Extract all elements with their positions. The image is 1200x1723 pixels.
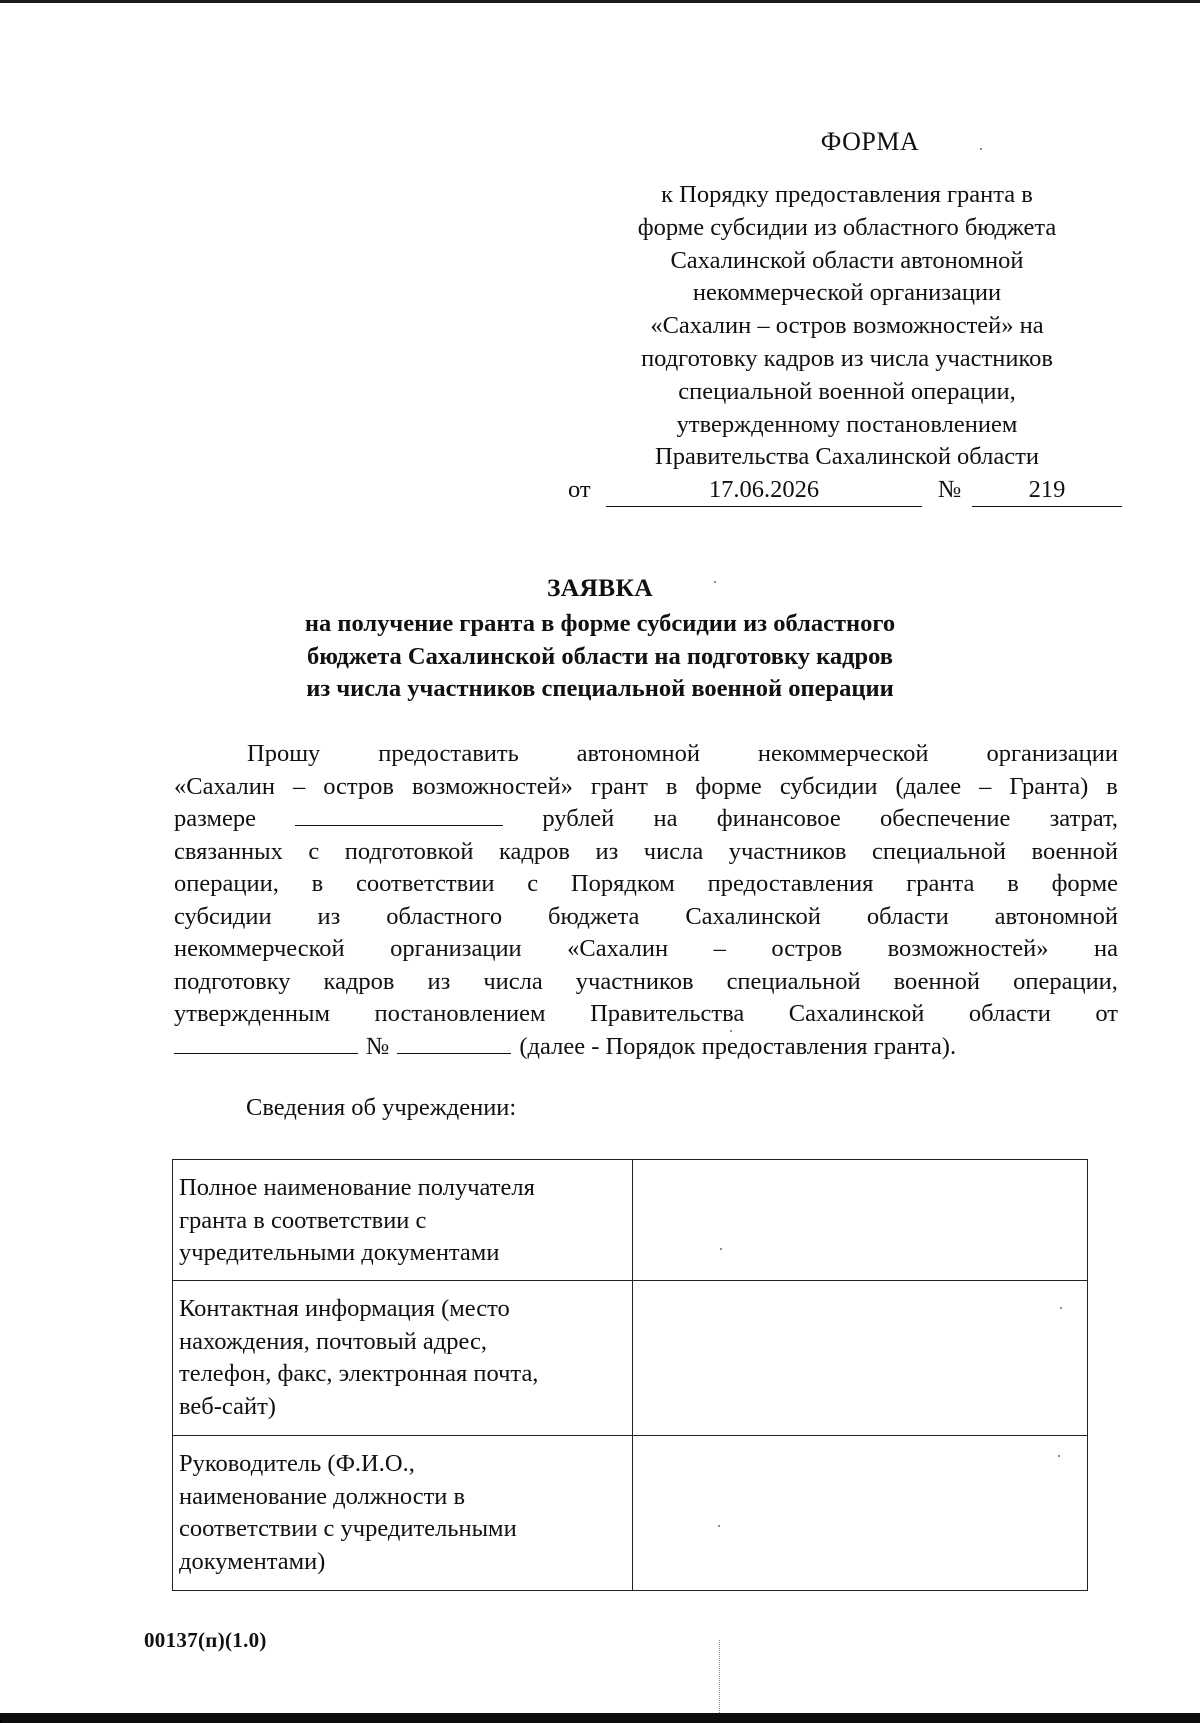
attachment-line: «Сахалин – остров возможностей» на [650, 312, 1044, 340]
paragraph-word: Сахалинской [788, 1000, 925, 1027]
paragraph-end: (далее - Порядок предоставления гранта). [519, 1032, 957, 1060]
attachment-line: некоммерческой организации [692, 279, 1002, 307]
paragraph-word: субсидии [779, 772, 878, 800]
cell-line: гранта в соответствии с [179, 1206, 427, 1234]
application-title: ЗАЯВКА [546, 573, 653, 602]
scan-dot [1058, 1455, 1060, 1457]
paragraph-word: области [968, 1000, 1051, 1027]
scan-bottom-edge [0, 1713, 1200, 1723]
cell-line: документами) [179, 1547, 326, 1575]
paragraph-word: возможностей» [412, 772, 573, 800]
paragraph-word: форме [695, 772, 762, 800]
paragraph-word: – [292, 772, 306, 800]
scan-dot [1060, 1307, 1062, 1309]
paragraph-line [174, 966, 1118, 999]
paragraph-word: кадров [499, 837, 570, 865]
scan-top-edge [0, 0, 1200, 3]
attachment-line: Сахалинской области автономной [670, 246, 1024, 274]
paragraph-word: рублей [542, 805, 615, 832]
attachment-line: специальной военной операции, [678, 377, 1016, 405]
cell-line: веб-сайт) [179, 1392, 276, 1420]
paragraph-word: операции, [174, 870, 279, 897]
director-value-cell[interactable] [632, 1436, 1087, 1591]
paragraph-word: из [317, 902, 341, 930]
paragraph-word: бюджета [548, 902, 640, 930]
paragraph-word: возможностей» [887, 935, 1049, 962]
paragraph-word: гранта [906, 870, 975, 897]
resolution-date: 17.06.2026 [606, 474, 922, 507]
paragraph-word: участников [728, 837, 847, 865]
subtitle-line: на получение гранта в форме субсидии из областного [304, 610, 896, 637]
paragraph-word: связанных [174, 837, 283, 865]
paragraph-word: некоммерческой [174, 935, 345, 962]
institution-info-label: Сведения об учреждении: [246, 1094, 517, 1121]
scan-dotted-line [719, 1640, 720, 1713]
paragraph-word: предоставления [707, 870, 874, 897]
paragraph-word: с [308, 837, 320, 865]
paragraph-line [174, 803, 1118, 836]
paragraph-line [174, 771, 1118, 804]
paragraph-word: размере [174, 805, 256, 832]
paragraph-word: «Сахалин [174, 772, 275, 800]
paragraph-line [174, 738, 1118, 771]
resolution-number: 219 [972, 474, 1122, 507]
paragraph-word: автономной [576, 740, 700, 767]
paragraph-word: операции, [1013, 967, 1118, 995]
paragraph-word: утвержденным [174, 1000, 330, 1027]
paragraph-word: подготовкой [344, 837, 474, 865]
scan-dot [720, 1248, 722, 1250]
paragraph-word: предоставить [378, 740, 519, 767]
paragraph-line [174, 836, 1118, 869]
attachment-line: к Порядку предоставления гранта в [661, 181, 1033, 208]
paragraph-word: автономной [994, 902, 1118, 930]
paragraph-word: числа [643, 837, 704, 865]
scan-dot [714, 581, 716, 583]
from-label: от [568, 476, 591, 503]
paragraph-word: – [979, 772, 992, 800]
cell-line: учредительными документами [179, 1239, 500, 1266]
paragraph-line [174, 868, 1118, 901]
paragraph-word: соответствии [356, 870, 495, 897]
resolution-date-number-row [568, 474, 1120, 510]
paragraph-word: остров [323, 772, 394, 800]
order-date-blank-field[interactable] [174, 1031, 358, 1054]
paragraph-word: области [866, 902, 949, 930]
paragraph-word: от [1095, 1000, 1118, 1027]
order-number-blank-field[interactable] [397, 1031, 511, 1054]
document-code: 00137(п)(1.0) [144, 1628, 267, 1652]
paragraph-word: числа [483, 967, 543, 995]
contact-info-value-cell[interactable] [632, 1281, 1087, 1436]
paragraph-word: специальной [871, 837, 1007, 865]
attachment-line: утвержденному постановлением [676, 410, 1018, 438]
paragraph-line [174, 901, 1118, 934]
paragraph-word: кадров [323, 967, 395, 995]
table-cell-label [173, 1436, 633, 1591]
amount-blank-field[interactable] [295, 803, 503, 826]
scan-dot [730, 1030, 732, 1032]
paragraph-word: в [1106, 772, 1118, 800]
paragraph-word: форме [1051, 870, 1118, 897]
paragraph-word: специальной [726, 967, 861, 995]
paragraph-word: на [653, 805, 678, 832]
number-sign: № [366, 1032, 390, 1060]
paragraph-word: военной [1031, 837, 1118, 865]
cell-line: Руководитель (Ф.И.О., [179, 1450, 415, 1477]
cell-line: Контактная информация (место [179, 1295, 510, 1322]
scan-dot [718, 1525, 720, 1527]
paragraph-word: «Сахалин [567, 935, 669, 962]
form-label: ФОРМА [820, 127, 920, 156]
table-row [173, 1160, 1088, 1281]
paragraph-word: (далее [895, 772, 962, 800]
paragraph-word: военной [893, 967, 981, 995]
cell-line: наименование должности в [179, 1482, 466, 1510]
number-sign: № [938, 476, 962, 503]
paragraph-word: из [595, 837, 619, 865]
paragraph-line [174, 933, 1118, 966]
cell-line: соответствии с учредительными [179, 1515, 517, 1542]
paragraph-word: в [311, 870, 324, 897]
paragraph-word: Прошу [247, 740, 321, 767]
paragraph-word: в [1007, 870, 1019, 897]
paragraph-line [174, 1031, 1118, 1064]
paragraph-word: субсидии [174, 902, 272, 930]
attachment-line: форме субсидии из областного бюджета [637, 213, 1057, 241]
table-cell-label [173, 1160, 633, 1281]
paragraph-word: организации [986, 740, 1118, 767]
paragraph-word: грант [590, 772, 648, 800]
paragraph-word: Сахалинской [685, 902, 821, 930]
paragraph-line [174, 998, 1118, 1031]
paragraph-word: организации [390, 935, 522, 962]
paragraph-word: на [1093, 935, 1118, 962]
paragraph-word: Порядком [570, 870, 675, 897]
table-row [173, 1281, 1088, 1436]
paragraph-word: финансовое [716, 805, 841, 832]
full-name-value-cell[interactable] [632, 1160, 1087, 1281]
paragraph-word: с [527, 870, 539, 897]
attachment-line: подготовку кадров из числа участников [641, 344, 1053, 372]
paragraph-word: остров [771, 935, 843, 962]
application-subtitle [200, 608, 1000, 706]
paragraph-word: некоммерческой [757, 740, 929, 767]
paragraph-word: обеспечение [879, 805, 1011, 832]
paragraph-word: Гранта) [1009, 772, 1089, 800]
cell-line: Полное наименование получателя [179, 1174, 535, 1201]
request-paragraph [174, 738, 1118, 1063]
subtitle-line: из числа участников специальной военной операции [306, 675, 894, 702]
paragraph-word: из [427, 967, 451, 995]
paragraph-word: затрат, [1049, 805, 1118, 832]
paragraph-word: областного [386, 902, 503, 930]
paragraph-word: – [713, 935, 726, 962]
table-row [173, 1436, 1088, 1591]
cell-line: нахождения, почтовый адрес, [179, 1327, 487, 1355]
institution-info-table [172, 1159, 1088, 1591]
scan-dot [980, 148, 982, 150]
paragraph-word: подготовку [174, 967, 291, 995]
table-cell-label [173, 1281, 633, 1436]
cell-line: телефон, факс, электронная почта, [179, 1360, 539, 1387]
paragraph-word: участников [575, 967, 694, 995]
paragraph-word: постановлением [374, 1000, 546, 1027]
attachment-line: Правительства Сахалинской области [655, 443, 1039, 471]
subtitle-line: бюджета Сахалинской области на подготовку кадров [306, 642, 894, 670]
attachment-note [607, 179, 1087, 474]
paragraph-word: Правительства [590, 1000, 745, 1027]
paragraph-word: в [665, 772, 678, 800]
